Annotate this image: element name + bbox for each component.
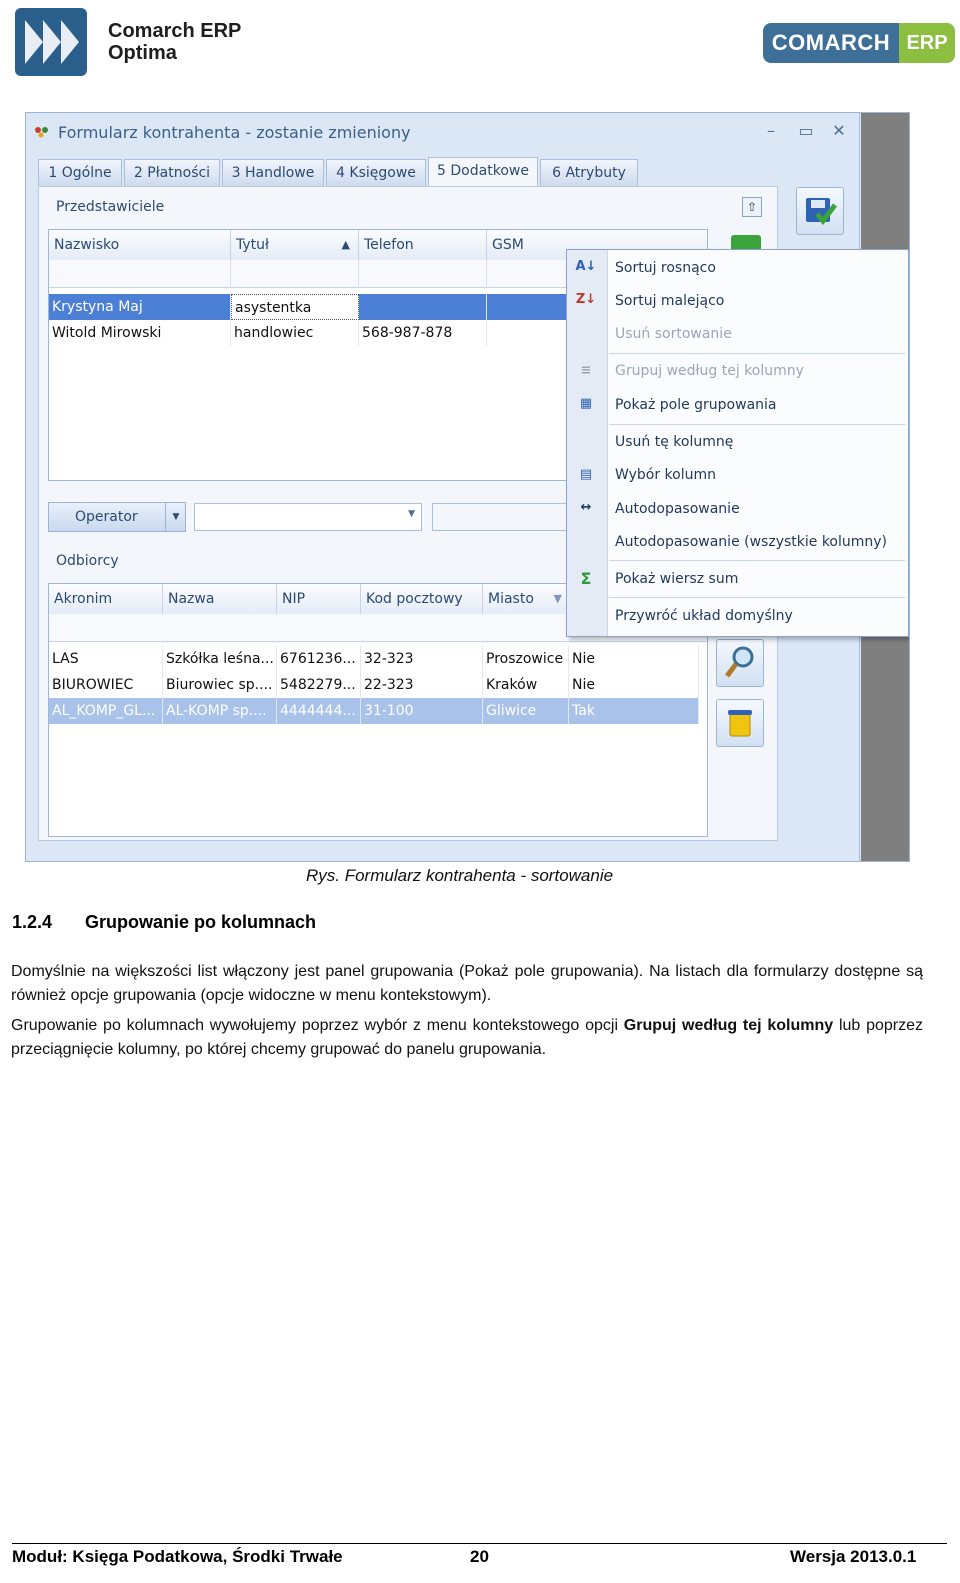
column-header-akronim[interactable]: Akronim <box>49 584 163 614</box>
menu-separator <box>609 560 905 561</box>
cell-kod: 22-323 <box>361 672 483 698</box>
column-header-kod-pocztowy[interactable]: Kod pocztowy <box>361 584 483 614</box>
menu-item-group-by-column[interactable]: Grupuj według tej kolumny <box>615 363 804 379</box>
collapse-section-icon[interactable]: ⇧ <box>742 197 762 217</box>
figure-caption: Rys. Formularz kontrahenta - sortowanie <box>306 866 614 885</box>
filter-funnel-icon: ▼ <box>553 592 562 605</box>
filter-cell[interactable] <box>359 260 487 288</box>
menu-item-column-chooser[interactable]: Wybór kolumn <box>615 467 716 483</box>
menu-item-show-group-panel[interactable]: Pokaż pole grupowania <box>615 397 777 413</box>
column-header-miasto-label: Miasto <box>488 591 534 607</box>
paragraph-2 <box>11 1014 923 1062</box>
paragraph-2-text-end: lub poprzez przeciągnięcie kolumny, po której chcemy grupować do panelu grupowania. <box>11 1017 923 1058</box>
brand-erp: ERP <box>899 23 955 63</box>
tab-atrybuty[interactable]: 6 Atrybuty <box>540 159 638 186</box>
operator-field[interactable] <box>432 503 572 531</box>
column-header-nazwisko[interactable]: Nazwisko <box>49 230 231 260</box>
column-header-telefon[interactable]: Telefon <box>359 230 487 260</box>
column-header-nazwa[interactable]: Nazwa <box>163 584 277 614</box>
operator-button-label: Operator <box>75 509 138 525</box>
screenshot-form-contractor <box>25 112 910 862</box>
cell-akronim: LAS <box>49 646 163 672</box>
delete-button[interactable] <box>716 699 764 747</box>
window-title: Formularz kontrahenta - zostanie zmieniony <box>58 123 411 142</box>
filter-cell[interactable] <box>231 260 359 288</box>
cell-akronim: AL_KOMP_GL... <box>49 698 163 724</box>
cell-akronim: BIUROWIEC <box>49 672 163 698</box>
operator-select[interactable] <box>194 503 422 531</box>
tab-platnosci[interactable]: 2 Płatności <box>124 159 220 186</box>
menu-separator <box>609 424 905 425</box>
section-odbiorcy: Odbiorcy <box>56 553 119 569</box>
cell-nazwa: Biurowiec sp.... <box>163 672 277 698</box>
column-header-nip[interactable]: NIP <box>277 584 361 614</box>
group-panel-icon: ▦ <box>579 396 593 411</box>
cell-miasto: Proszowice <box>483 646 569 672</box>
menu-item-sort-desc[interactable]: Sortuj malejąco <box>615 293 725 309</box>
app-window-icon <box>34 126 50 138</box>
product-name-line2: Optima <box>108 42 177 64</box>
preview-button[interactable] <box>716 639 764 687</box>
cell-nazwisko: Witold Mirowski <box>49 320 231 346</box>
footer-divider <box>12 1543 947 1544</box>
context-menu <box>566 249 909 637</box>
column-header-tytul-label: Tytuł <box>236 237 269 253</box>
tab-ogolne[interactable]: 1 Ogólne <box>38 159 122 186</box>
table-row[interactable] <box>49 672 699 698</box>
paragraph-2-bold: Grupuj według tej kolumny <box>623 1017 834 1034</box>
operator-button[interactable] <box>48 502 186 532</box>
trash-bin-icon <box>717 700 763 746</box>
save-button[interactable] <box>796 187 844 235</box>
sort-ascending-icon: A↓ <box>575 259 597 274</box>
menu-item-best-fit-all[interactable]: Autodopasowanie (wszystkie kolumny) <box>615 534 888 550</box>
brand-comarch: COMARCH <box>763 23 899 63</box>
comarch-erp-logo <box>763 23 955 63</box>
group-by-icon: ≡ <box>580 363 592 378</box>
cell-nazwisko: Krystyna Maj <box>49 294 231 320</box>
tab-handlowe[interactable]: 3 Handlowe <box>222 159 324 186</box>
cell-flag: Nie <box>569 646 699 672</box>
comarch-optima-logo-icon <box>15 8 87 76</box>
sum-icon: Σ <box>580 569 592 588</box>
table-row-selected[interactable] <box>49 698 699 724</box>
best-fit-icon: ↔ <box>580 500 592 515</box>
table-row[interactable] <box>49 646 699 672</box>
cell-nazwa: AL-KOMP sp.... <box>163 698 277 724</box>
sort-descending-icon: Z↓ <box>575 292 597 307</box>
section-title: Grupowanie po kolumnach <box>85 912 317 932</box>
menu-item-best-fit[interactable]: Autodopasowanie <box>615 501 740 517</box>
cell-flag: Tak <box>569 698 699 724</box>
menu-item-restore-default[interactable]: Przywróć układ domyślny <box>615 608 793 624</box>
tab-dodatkowe[interactable]: 5 Dodatkowe <box>428 157 538 186</box>
menu-item-show-sum-row[interactable]: Pokaż wiersz sum <box>615 571 739 587</box>
chevron-down-icon: ▼ <box>408 509 415 519</box>
cell-flag: Nie <box>569 672 699 698</box>
add-icon[interactable] <box>731 235 761 249</box>
column-chooser-icon: ▤ <box>579 467 593 482</box>
column-header-miasto[interactable] <box>483 584 569 614</box>
sort-ascending-icon: ▲ <box>341 238 350 251</box>
section-heading <box>12 912 316 933</box>
paragraph-2-text: Grupowanie po kolumnach wywołujemy poprzez wybór z menu kontekstowego opcji <box>11 1017 624 1034</box>
footer-module: Moduł: Księga Podatkowa, Środki Trwałe <box>12 1547 343 1566</box>
cell-nip: 5482279... <box>277 672 361 698</box>
magnifier-icon <box>717 640 763 686</box>
menu-item-remove-sort[interactable]: Usuń sortowanie <box>615 326 732 342</box>
cell-miasto: Kraków <box>483 672 569 698</box>
cell-nip: 6761236... <box>277 646 361 672</box>
menu-item-sort-asc[interactable]: Sortuj rosnąco <box>615 260 716 276</box>
save-icon <box>797 188 843 234</box>
cell-kod: 31-100 <box>361 698 483 724</box>
menu-separator <box>609 597 905 598</box>
tab-ksiegowe[interactable]: 4 Księgowe <box>326 159 426 186</box>
column-header-gsm[interactable]: GSM <box>487 230 708 260</box>
footer-version: Wersja 2013.0.1 <box>790 1547 917 1566</box>
section-number: 1.2.4 <box>12 912 53 932</box>
cell-nip: 4444444... <box>277 698 361 724</box>
cell-tytul: handlowiec <box>231 320 359 346</box>
cell-telefon: 568-987-878 <box>359 320 487 346</box>
menu-item-remove-column[interactable]: Usuń tę kolumnę <box>615 434 734 450</box>
product-name <box>108 20 241 64</box>
cell-nazwa: Szkółka leśna... <box>163 646 277 672</box>
cell-tytul: asystentka <box>231 294 359 320</box>
filter-cell[interactable] <box>49 260 231 288</box>
chevron-down-icon: ▼ <box>165 503 186 531</box>
menu-separator <box>609 353 905 354</box>
section-przedstawiciele: Przedstawiciele <box>56 199 165 215</box>
minimize-icon[interactable]: – <box>767 121 775 140</box>
cell-kod: 32-323 <box>361 646 483 672</box>
footer-page-number: 20 <box>470 1547 489 1566</box>
paragraph-1: Domyślnie na większości list włączony jest panel grupowania (Pokaż pole grupowania). Na listach dla formularzy dostępne są również opcje grupowania (opcje widoczne w menu kontekstowym). <box>11 963 923 1004</box>
cell-telefon <box>359 294 487 320</box>
close-icon[interactable]: ✕ <box>832 121 846 140</box>
maximize-icon[interactable]: ▭ <box>798 121 814 140</box>
window-titlebar <box>26 113 859 151</box>
product-name-line1: Comarch ERP <box>108 20 242 42</box>
column-header-tytul[interactable] <box>231 230 359 260</box>
cell-miasto: Gliwice <box>483 698 569 724</box>
